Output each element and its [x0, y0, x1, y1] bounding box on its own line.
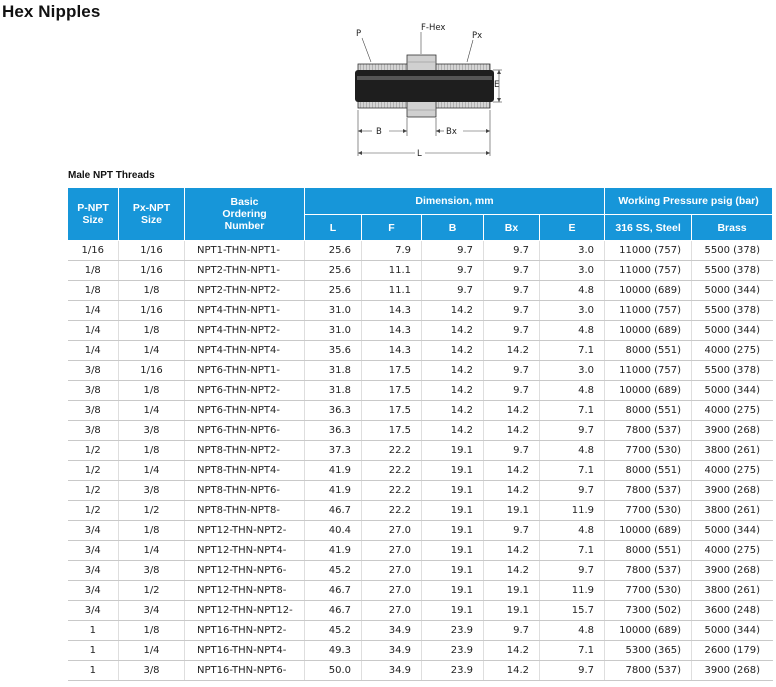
cell-dim-bx: 14.2	[484, 481, 540, 501]
table-row	[68, 521, 773, 541]
cell-dim-l: 31.8	[305, 381, 362, 401]
cell-dim-f: 7.9	[362, 241, 422, 261]
cell-ordering-number: NPT6-THN-NPT6-	[185, 421, 305, 441]
cell-dim-b: 19.1	[422, 481, 484, 501]
cell-ordering-number: NPT16-THN-NPT6-	[185, 661, 305, 681]
cell-dim-bx: 9.7	[484, 361, 540, 381]
table-row	[68, 281, 773, 301]
cell-dim-e: 4.8	[540, 381, 605, 401]
cell-px-npt-size: 1/4	[119, 401, 185, 421]
cell-pressure-brass: 3900 (268)	[692, 421, 773, 441]
cell-ordering-number: NPT12-THN-NPT6-	[185, 561, 305, 581]
cell-dim-l: 49.3	[305, 641, 362, 661]
cell-dim-bx: 14.2	[484, 541, 540, 561]
label-px: Px	[472, 31, 483, 41]
cell-dim-bx: 14.2	[484, 641, 540, 661]
cell-pressure-brass: 3900 (268)	[692, 481, 773, 501]
cell-dim-l: 45.2	[305, 561, 362, 581]
cell-dim-l: 35.6	[305, 341, 362, 361]
cell-ordering-number: NPT2-THN-NPT1-	[185, 261, 305, 281]
cell-dim-l: 46.7	[305, 581, 362, 601]
section-label: Male NPT Threads	[68, 170, 155, 181]
cell-pressure-brass: 5000 (344)	[692, 621, 773, 641]
cell-p-npt-size: 1/16	[68, 241, 119, 261]
cell-ordering-number: NPT6-THN-NPT1-	[185, 361, 305, 381]
cell-px-npt-size: 1/8	[119, 281, 185, 301]
cell-dim-e: 9.7	[540, 421, 605, 441]
table-row	[68, 341, 773, 361]
cell-dim-b: 9.7	[422, 261, 484, 281]
header-dimension: Dimension, mm	[305, 188, 605, 215]
cell-dim-l: 46.7	[305, 601, 362, 621]
cell-pressure-brass: 5000 (344)	[692, 321, 773, 341]
cell-ordering-number: NPT6-THN-NPT4-	[185, 401, 305, 421]
cell-dim-f: 34.9	[362, 621, 422, 641]
cell-p-npt-size: 1/2	[68, 441, 119, 461]
cell-pressure-brass: 3800 (261)	[692, 581, 773, 601]
cell-dim-f: 22.2	[362, 501, 422, 521]
cell-ordering-number: NPT8-THN-NPT8-	[185, 501, 305, 521]
cell-dim-l: 25.6	[305, 261, 362, 281]
spec-table-body	[68, 241, 773, 681]
cell-p-npt-size: 3/4	[68, 561, 119, 581]
cell-px-npt-size: 1/8	[119, 441, 185, 461]
cell-dim-f: 14.3	[362, 301, 422, 321]
cell-pressure-brass: 5000 (344)	[692, 281, 773, 301]
cell-pressure-316ss: 11000 (757)	[605, 361, 692, 381]
cell-pressure-brass: 4000 (275)	[692, 341, 773, 361]
cell-dim-b: 23.9	[422, 621, 484, 641]
cell-p-npt-size: 1	[68, 641, 119, 661]
table-row	[68, 641, 773, 661]
cell-dim-bx: 14.2	[484, 461, 540, 481]
cell-dim-f: 17.5	[362, 401, 422, 421]
table-row	[68, 361, 773, 381]
cell-dim-b: 14.2	[422, 381, 484, 401]
cell-dim-l: 50.0	[305, 661, 362, 681]
cell-dim-l: 40.4	[305, 521, 362, 541]
cell-px-npt-size: 1/2	[119, 501, 185, 521]
cell-px-npt-size: 1/4	[119, 341, 185, 361]
cell-dim-f: 11.1	[362, 281, 422, 301]
cell-pressure-316ss: 10000 (689)	[605, 521, 692, 541]
cell-p-npt-size: 3/4	[68, 541, 119, 561]
cell-dim-e: 3.0	[540, 361, 605, 381]
cell-dim-bx: 14.2	[484, 421, 540, 441]
cell-dim-e: 7.1	[540, 641, 605, 661]
cell-dim-b: 19.1	[422, 461, 484, 481]
cell-dim-e: 4.8	[540, 521, 605, 541]
cell-dim-f: 27.0	[362, 601, 422, 621]
cell-pressure-brass: 5500 (378)	[692, 301, 773, 321]
cell-dim-f: 22.2	[362, 461, 422, 481]
table-row	[68, 321, 773, 341]
table-row	[68, 501, 773, 521]
page-title: Hex Nipples	[2, 2, 101, 21]
table-row	[68, 601, 773, 621]
cell-pressure-316ss: 10000 (689)	[605, 321, 692, 341]
cell-pressure-316ss: 7700 (530)	[605, 501, 692, 521]
cell-p-npt-size: 1/4	[68, 341, 119, 361]
cell-dim-e: 7.1	[540, 401, 605, 421]
cell-pressure-316ss: 7800 (537)	[605, 561, 692, 581]
table-row	[68, 541, 773, 561]
table-row	[68, 441, 773, 461]
table-row	[68, 421, 773, 441]
header-brass: Brass	[692, 215, 773, 241]
cell-pressure-316ss: 8000 (551)	[605, 461, 692, 481]
cell-p-npt-size: 1/2	[68, 481, 119, 501]
cell-dim-f: 34.9	[362, 661, 422, 681]
cell-px-npt-size: 3/8	[119, 561, 185, 581]
header-e: E	[540, 215, 605, 241]
cell-pressure-brass: 3800 (261)	[692, 501, 773, 521]
cell-dim-b: 23.9	[422, 641, 484, 661]
cell-dim-b: 19.1	[422, 561, 484, 581]
cell-ordering-number: NPT12-THN-NPT2-	[185, 521, 305, 541]
cell-px-npt-size: 1/4	[119, 541, 185, 561]
cell-dim-e: 11.9	[540, 501, 605, 521]
cell-p-npt-size: 1	[68, 621, 119, 641]
cell-dim-e: 3.0	[540, 261, 605, 281]
cell-pressure-316ss: 7800 (537)	[605, 481, 692, 501]
table-row	[68, 481, 773, 501]
cell-dim-bx: 9.7	[484, 621, 540, 641]
spec-table	[67, 187, 773, 681]
cell-dim-bx: 9.7	[484, 381, 540, 401]
cell-dim-e: 15.7	[540, 601, 605, 621]
cell-px-npt-size: 1/16	[119, 301, 185, 321]
cell-dim-f: 17.5	[362, 381, 422, 401]
cell-pressure-brass: 3900 (268)	[692, 561, 773, 581]
cell-pressure-brass: 5000 (344)	[692, 521, 773, 541]
cell-dim-b: 19.1	[422, 541, 484, 561]
label-b: B	[376, 127, 382, 137]
cell-px-npt-size: 1/8	[119, 521, 185, 541]
cell-dim-f: 27.0	[362, 561, 422, 581]
table-row	[68, 381, 773, 401]
cell-dim-l: 25.6	[305, 281, 362, 301]
cell-dim-l: 25.6	[305, 241, 362, 261]
cell-px-npt-size: 1/16	[119, 261, 185, 281]
cell-px-npt-size: 1/2	[119, 581, 185, 601]
cell-dim-bx: 14.2	[484, 341, 540, 361]
cell-pressure-316ss: 8000 (551)	[605, 401, 692, 421]
cell-dim-bx: 9.7	[484, 261, 540, 281]
cell-dim-e: 7.1	[540, 541, 605, 561]
header-bx: Bx	[484, 215, 540, 241]
label-p: P	[356, 29, 362, 39]
header-working-pressure: Working Pressure psig (bar)	[605, 188, 773, 215]
cell-px-npt-size: 1/4	[119, 461, 185, 481]
cell-dim-e: 3.0	[540, 301, 605, 321]
cell-dim-e: 4.8	[540, 441, 605, 461]
cell-dim-b: 14.2	[422, 301, 484, 321]
cell-px-npt-size: 1/4	[119, 641, 185, 661]
cell-p-npt-size: 1/4	[68, 321, 119, 341]
cell-p-npt-size: 3/8	[68, 421, 119, 441]
cell-p-npt-size: 1/2	[68, 461, 119, 481]
cell-ordering-number: NPT12-THN-NPT12-	[185, 601, 305, 621]
cell-ordering-number: NPT8-THN-NPT4-	[185, 461, 305, 481]
cell-ordering-number: NPT16-THN-NPT4-	[185, 641, 305, 661]
cell-p-npt-size: 3/8	[68, 361, 119, 381]
table-row	[68, 661, 773, 681]
label-bx: Bx	[446, 127, 457, 137]
cell-pressure-316ss: 5300 (365)	[605, 641, 692, 661]
cell-dim-b: 14.2	[422, 421, 484, 441]
cell-pressure-316ss: 7300 (502)	[605, 601, 692, 621]
label-l: L	[417, 149, 422, 159]
cell-ordering-number: NPT1-THN-NPT1-	[185, 241, 305, 261]
table-row	[68, 301, 773, 321]
cell-dim-b: 14.2	[422, 361, 484, 381]
cell-dim-l: 31.8	[305, 361, 362, 381]
table-row	[68, 261, 773, 281]
cell-dim-bx: 14.2	[484, 661, 540, 681]
cell-pressure-brass: 4000 (275)	[692, 461, 773, 481]
cell-px-npt-size: 1/16	[119, 361, 185, 381]
cell-pressure-316ss: 8000 (551)	[605, 341, 692, 361]
header-l: L	[305, 215, 362, 241]
cell-dim-bx: 19.1	[484, 581, 540, 601]
cell-px-npt-size: 1/8	[119, 321, 185, 341]
header-b: B	[422, 215, 484, 241]
cell-pressure-316ss: 7700 (530)	[605, 581, 692, 601]
cell-dim-f: 27.0	[362, 541, 422, 561]
label-e: E	[494, 80, 500, 90]
cell-dim-e: 4.8	[540, 621, 605, 641]
cell-px-npt-size: 3/4	[119, 601, 185, 621]
cell-p-npt-size: 1/4	[68, 301, 119, 321]
cell-dim-f: 27.0	[362, 521, 422, 541]
cell-dim-bx: 19.1	[484, 601, 540, 621]
cell-p-npt-size: 1/8	[68, 281, 119, 301]
cell-dim-l: 41.9	[305, 461, 362, 481]
cell-dim-e: 11.9	[540, 581, 605, 601]
fitting-body	[355, 55, 494, 117]
cell-ordering-number: NPT4-THN-NPT2-	[185, 321, 305, 341]
cell-ordering-number: NPT8-THN-NPT6-	[185, 481, 305, 501]
cell-dim-b: 14.2	[422, 401, 484, 421]
cell-dim-l: 31.0	[305, 321, 362, 341]
cell-dim-b: 9.7	[422, 281, 484, 301]
table-row	[68, 621, 773, 641]
cell-p-npt-size: 3/8	[68, 401, 119, 421]
cell-dim-bx: 14.2	[484, 561, 540, 581]
cell-dim-bx: 9.7	[484, 321, 540, 341]
cell-p-npt-size: 1/8	[68, 261, 119, 281]
cell-dim-bx: 14.2	[484, 401, 540, 421]
cell-p-npt-size: 3/4	[68, 581, 119, 601]
cell-dim-bx: 9.7	[484, 301, 540, 321]
cell-pressure-brass: 3600 (248)	[692, 601, 773, 621]
cell-p-npt-size: 3/4	[68, 601, 119, 621]
cell-dim-e: 7.1	[540, 341, 605, 361]
cell-dim-e: 3.0	[540, 241, 605, 261]
table-row	[68, 401, 773, 421]
table-row	[68, 561, 773, 581]
cell-ordering-number: NPT8-THN-NPT2-	[185, 441, 305, 461]
cell-dim-l: 45.2	[305, 621, 362, 641]
cell-dim-f: 17.5	[362, 361, 422, 381]
cell-dim-e: 4.8	[540, 281, 605, 301]
cell-pressure-brass: 5500 (378)	[692, 241, 773, 261]
cell-dim-l: 46.7	[305, 501, 362, 521]
cell-dim-b: 19.1	[422, 521, 484, 541]
cell-pressure-brass: 2600 (179)	[692, 641, 773, 661]
cell-ordering-number: NPT12-THN-NPT4-	[185, 541, 305, 561]
header-f: F	[362, 215, 422, 241]
cell-ordering-number: NPT6-THN-NPT2-	[185, 381, 305, 401]
cell-pressure-brass: 5500 (378)	[692, 261, 773, 281]
cell-dim-e: 9.7	[540, 561, 605, 581]
cell-pressure-316ss: 10000 (689)	[605, 381, 692, 401]
cell-px-npt-size: 3/8	[119, 481, 185, 501]
cell-pressure-brass: 5000 (344)	[692, 381, 773, 401]
cell-px-npt-size: 1/16	[119, 241, 185, 261]
cell-pressure-brass: 3900 (268)	[692, 661, 773, 681]
cell-pressure-brass: 5500 (378)	[692, 361, 773, 381]
cell-dim-bx: 9.7	[484, 241, 540, 261]
cell-dim-f: 14.3	[362, 321, 422, 341]
cell-dim-l: 31.0	[305, 301, 362, 321]
cell-dim-b: 19.1	[422, 601, 484, 621]
hex-nipple-diagram	[345, 20, 515, 162]
cell-pressure-brass: 4000 (275)	[692, 401, 773, 421]
cell-ordering-number: NPT12-THN-NPT8-	[185, 581, 305, 601]
header-basic-ordering-number: Basic Ordering Number	[185, 188, 305, 241]
header-p-npt-size: P-NPT Size	[68, 188, 119, 241]
cell-dim-l: 37.3	[305, 441, 362, 461]
cell-dim-f: 11.1	[362, 261, 422, 281]
cell-dim-l: 36.3	[305, 421, 362, 441]
cell-dim-f: 14.3	[362, 341, 422, 361]
cell-ordering-number: NPT2-THN-NPT2-	[185, 281, 305, 301]
cell-dim-e: 7.1	[540, 461, 605, 481]
cell-px-npt-size: 1/8	[119, 381, 185, 401]
cell-dim-l: 41.9	[305, 481, 362, 501]
cell-dim-b: 19.1	[422, 581, 484, 601]
cell-dim-bx: 9.7	[484, 521, 540, 541]
cell-pressure-brass: 4000 (275)	[692, 541, 773, 561]
cell-pressure-brass: 3800 (261)	[692, 441, 773, 461]
cell-dim-f: 22.2	[362, 441, 422, 461]
cell-dim-l: 36.3	[305, 401, 362, 421]
cell-px-npt-size: 3/8	[119, 421, 185, 441]
cell-pressure-316ss: 11000 (757)	[605, 261, 692, 281]
table-row	[68, 241, 773, 261]
header-px-npt-size: Px-NPT Size	[119, 188, 185, 241]
label-f-hex: F-Hex	[421, 23, 446, 33]
cell-pressure-316ss: 7700 (530)	[605, 441, 692, 461]
cell-dim-l: 41.9	[305, 541, 362, 561]
cell-pressure-316ss: 11000 (757)	[605, 241, 692, 261]
cell-dim-b: 14.2	[422, 341, 484, 361]
cell-ordering-number: NPT4-THN-NPT4-	[185, 341, 305, 361]
cell-dim-bx: 9.7	[484, 441, 540, 461]
cell-ordering-number: NPT4-THN-NPT1-	[185, 301, 305, 321]
cell-dim-bx: 19.1	[484, 501, 540, 521]
cell-dim-f: 17.5	[362, 421, 422, 441]
cell-pressure-316ss: 11000 (757)	[605, 301, 692, 321]
cell-dim-b: 9.7	[422, 241, 484, 261]
cell-ordering-number: NPT16-THN-NPT2-	[185, 621, 305, 641]
cell-dim-e: 4.8	[540, 321, 605, 341]
table-row	[68, 581, 773, 601]
cell-dim-b: 19.1	[422, 501, 484, 521]
cell-dim-f: 27.0	[362, 581, 422, 601]
header-316ss-steel: 316 SS, Steel	[605, 215, 692, 241]
cell-pressure-316ss: 8000 (551)	[605, 541, 692, 561]
cell-dim-f: 34.9	[362, 641, 422, 661]
cell-dim-b: 19.1	[422, 441, 484, 461]
cell-p-npt-size: 3/4	[68, 521, 119, 541]
cell-pressure-316ss: 7800 (537)	[605, 421, 692, 441]
cell-dim-e: 9.7	[540, 661, 605, 681]
cell-pressure-316ss: 7800 (537)	[605, 661, 692, 681]
cell-dim-f: 22.2	[362, 481, 422, 501]
cell-p-npt-size: 3/8	[68, 381, 119, 401]
table-row	[68, 461, 773, 481]
cell-px-npt-size: 3/8	[119, 661, 185, 681]
cell-p-npt-size: 1	[68, 661, 119, 681]
cell-pressure-316ss: 10000 (689)	[605, 281, 692, 301]
cell-px-npt-size: 1/8	[119, 621, 185, 641]
cell-p-npt-size: 1/2	[68, 501, 119, 521]
cell-dim-e: 9.7	[540, 481, 605, 501]
cell-dim-bx: 9.7	[484, 281, 540, 301]
cell-dim-b: 23.9	[422, 661, 484, 681]
cell-dim-b: 14.2	[422, 321, 484, 341]
cell-pressure-316ss: 10000 (689)	[605, 621, 692, 641]
